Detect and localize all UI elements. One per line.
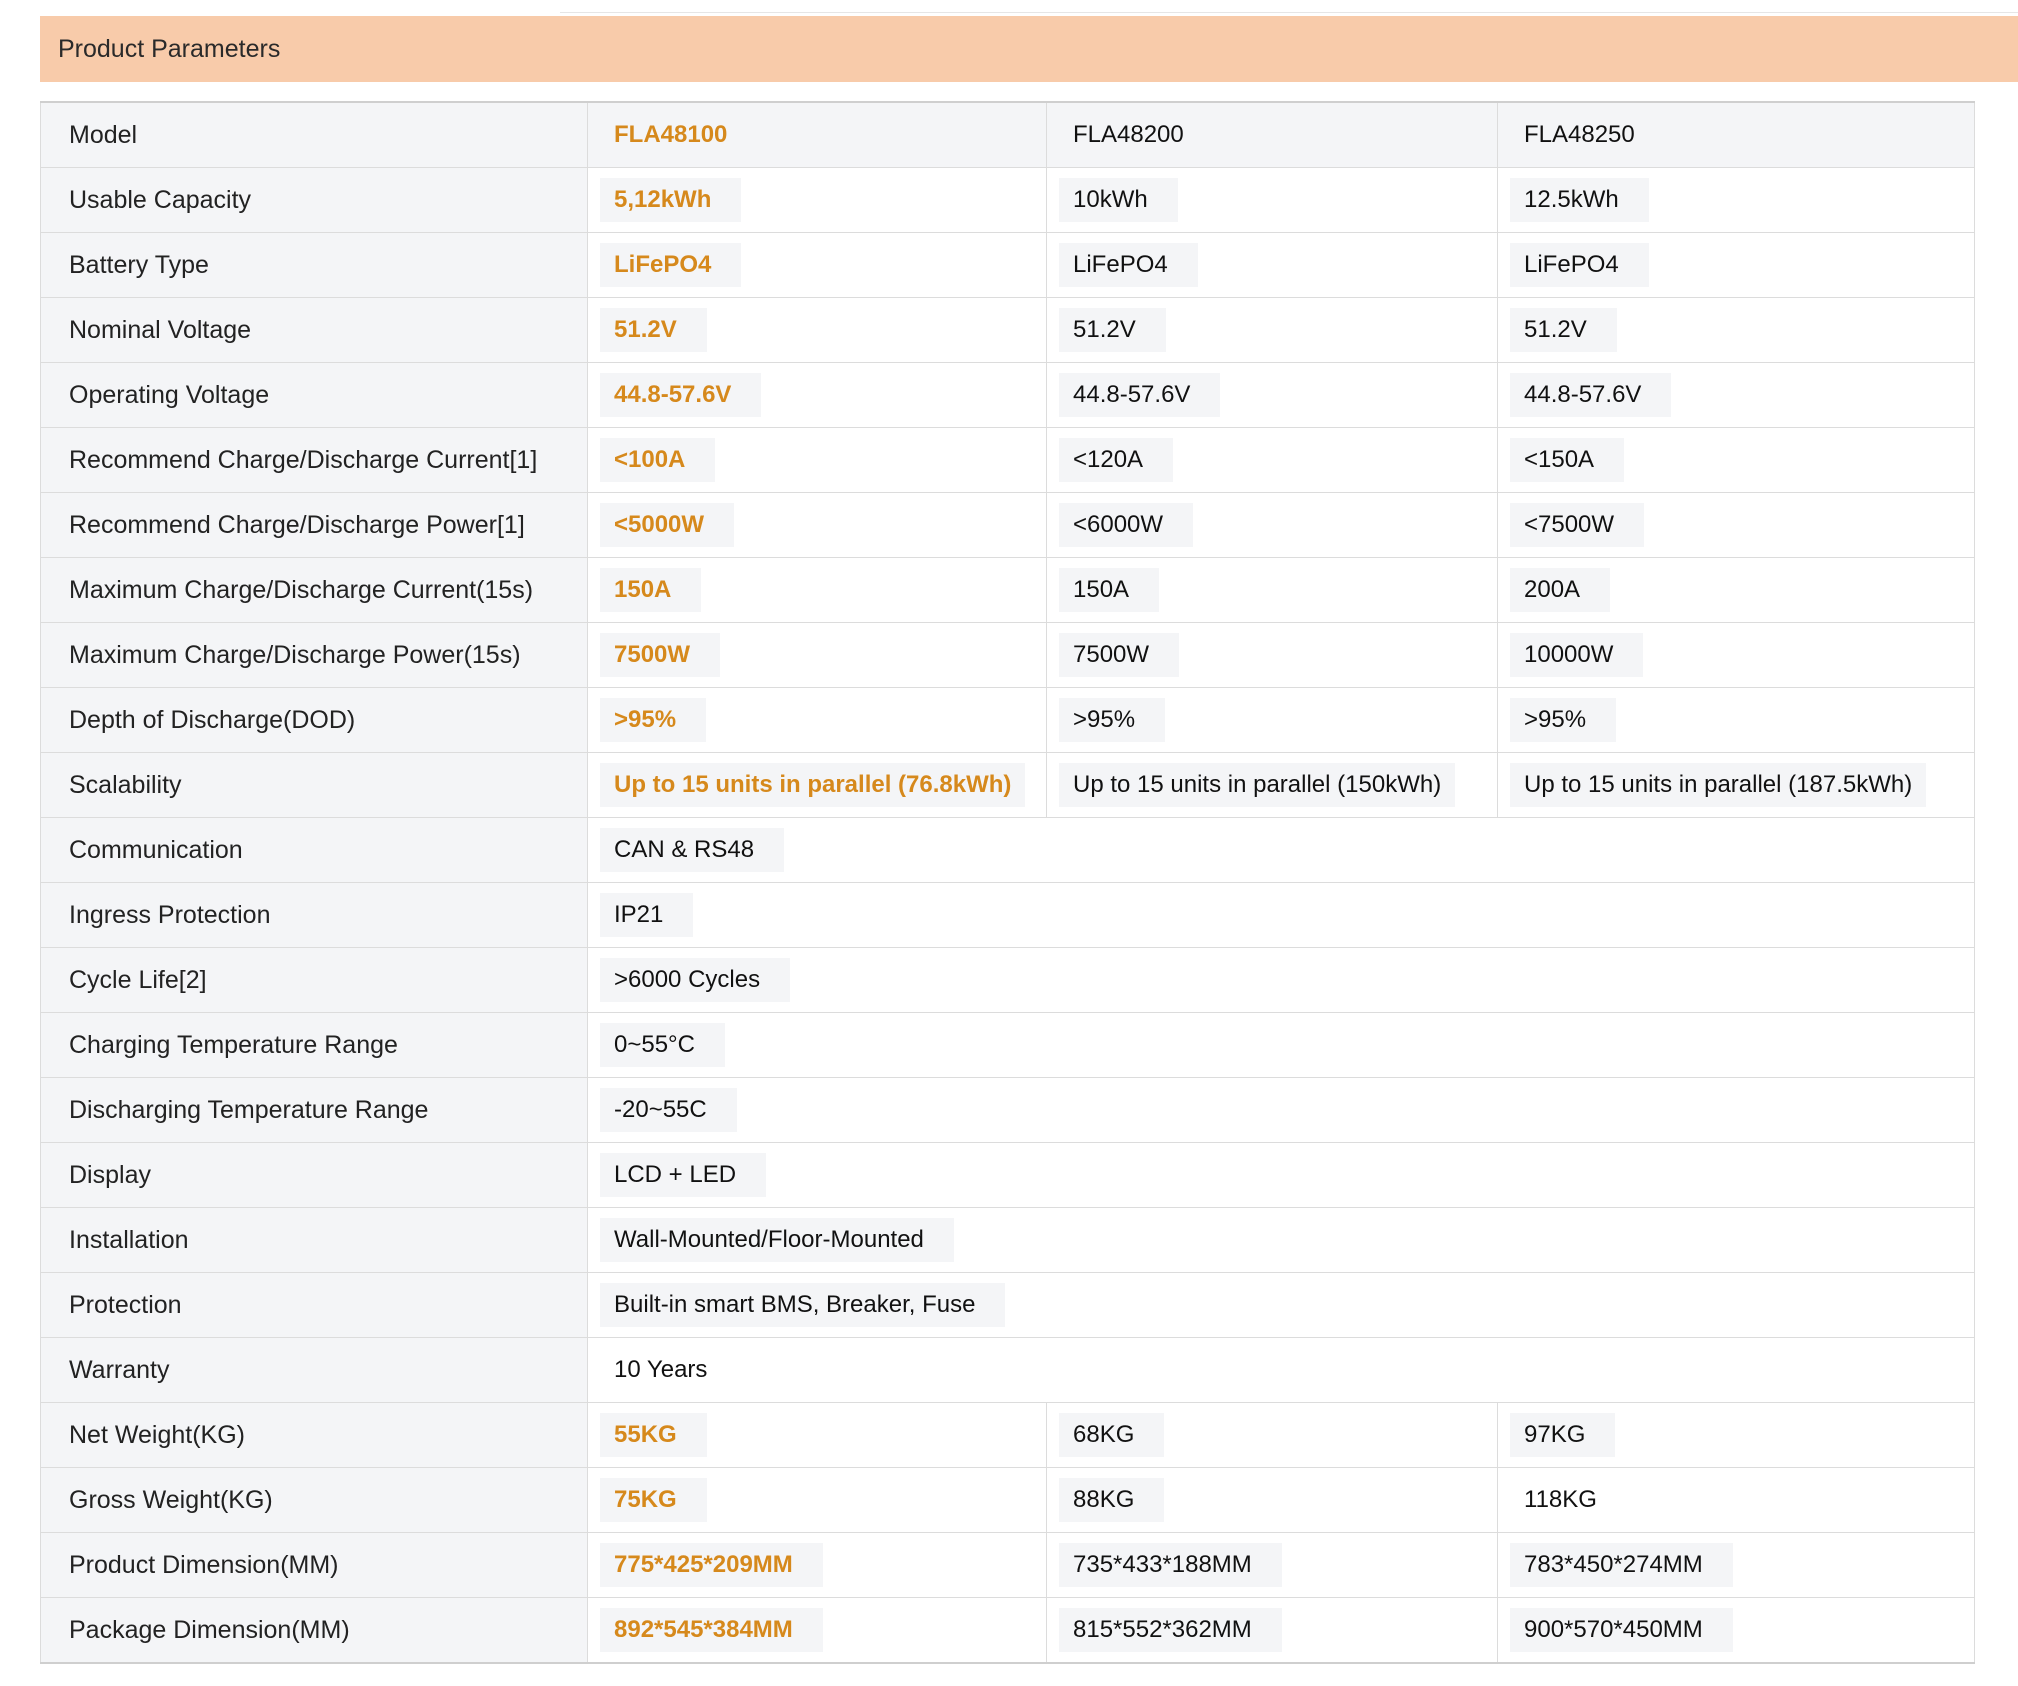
value-cell [1047,1468,1498,1533]
table-row [41,1273,1975,1338]
cell-value: 51.2V [1059,308,1166,352]
value-cell [588,558,1047,623]
cell-value: FLA48200 [1073,121,1184,148]
value-cell [588,1533,1047,1598]
table-row [41,1533,1975,1598]
value-cell [588,688,1047,753]
cell-value: 150A [1059,568,1159,612]
value-cell [1498,753,1975,818]
row-label: Charging Temperature Range [41,1013,588,1078]
cell-value: 75KG [600,1478,707,1522]
cell-value: 51.2V [1510,308,1617,352]
cell-value: 10 Years [614,1356,708,1383]
cell-value: <100A [600,438,715,482]
cell-value: >95% [1059,698,1165,742]
cell-value: <150A [1510,438,1624,482]
value-cell [1047,753,1498,818]
cell-value: 783*450*274MM [1510,1543,1733,1587]
value-cell [1498,493,1975,558]
shared-value-cell [588,818,1975,883]
value-cell [588,1403,1047,1468]
row-label: Net Weight(KG) [41,1403,588,1468]
cell-value: 900*570*450MM [1510,1608,1733,1652]
shared-value-cell [588,1338,1975,1403]
value-cell [1498,623,1975,688]
value-cell [1498,1598,1975,1664]
row-label: Package Dimension(MM) [41,1598,588,1664]
table-row [41,298,1975,363]
value-cell [1498,1403,1975,1468]
cell-value: 44.8-57.6V [1059,373,1220,417]
cell-value: 5,12kWh [600,178,741,222]
shared-value-cell [588,1143,1975,1208]
table-row [41,1403,1975,1468]
cell-value: >6000 Cycles [600,958,790,1002]
product-parameters-table [40,101,1975,1664]
value-cell [1047,298,1498,363]
row-label: Communication [41,818,588,883]
cell-value: FLA48100 [614,121,728,148]
row-label: Recommend Charge/Discharge Current[1] [41,428,588,493]
shared-value-cell [588,1273,1975,1338]
cell-value: 88KG [1059,1478,1164,1522]
value-cell [1498,298,1975,363]
cell-value: IP21 [600,893,693,937]
cell-value: 55KG [600,1413,707,1457]
value-cell [588,428,1047,493]
row-label: Scalability [41,753,588,818]
cell-value: 97KG [1510,1413,1615,1457]
cell-value: 815*552*362MM [1059,1608,1282,1652]
cell-value: 150A [600,568,701,612]
value-cell [1047,1598,1498,1664]
table-row [41,1338,1975,1403]
row-label: Maximum Charge/Discharge Power(15s) [41,623,588,688]
table-row [41,363,1975,428]
value-cell [1498,558,1975,623]
table-row [41,1143,1975,1208]
value-cell [588,1468,1047,1533]
cell-value: >95% [1510,698,1616,742]
cell-value: Built-in smart BMS, Breaker, Fuse [600,1283,1005,1327]
row-label: Cycle Life[2] [41,948,588,1013]
table-row [41,1013,1975,1078]
table-row [41,493,1975,558]
cell-value: >95% [600,698,706,742]
value-cell [1498,168,1975,233]
cell-value: <120A [1059,438,1173,482]
row-label: Display [41,1143,588,1208]
value-cell [588,168,1047,233]
table-row [41,1468,1975,1533]
cell-value: 10000W [1510,633,1643,677]
section-title: Product Parameters [58,34,281,63]
value-cell [1047,1533,1498,1598]
value-cell [588,363,1047,428]
value-cell [588,623,1047,688]
cell-value: Up to 15 units in parallel (76.8kWh) [600,763,1025,807]
table-row [41,558,1975,623]
cell-value: Up to 15 units in parallel (187.5kWh) [1510,763,1926,807]
shared-value-cell [588,1208,1975,1273]
value-cell [1047,363,1498,428]
value-cell [1047,493,1498,558]
cell-value: FLA48250 [1524,121,1635,148]
value-cell [1498,688,1975,753]
cell-value: Wall-Mounted/Floor-Mounted [600,1218,954,1262]
row-label: Maximum Charge/Discharge Current(15s) [41,558,588,623]
value-cell-fla48100 [588,102,1047,168]
cell-value: 118KG [1524,1486,1597,1513]
cell-value: 44.8-57.6V [600,373,761,417]
row-label: Warranty [41,1338,588,1403]
table-row [41,233,1975,298]
cell-value: 10kWh [1059,178,1178,222]
value-cell-fla48250 [1498,102,1975,168]
row-label: Protection [41,1273,588,1338]
cell-value: LCD + LED [600,1153,766,1197]
cell-value: 68KG [1059,1413,1164,1457]
row-label: Model [41,102,588,168]
row-label: Recommend Charge/Discharge Power[1] [41,493,588,558]
row-label: Product Dimension(MM) [41,1533,588,1598]
table-row [41,818,1975,883]
value-cell [588,298,1047,363]
cell-value: 200A [1510,568,1610,612]
value-cell [1498,233,1975,298]
row-label: Battery Type [41,233,588,298]
value-cell [588,753,1047,818]
cell-value: <6000W [1059,503,1193,547]
table-row [41,168,1975,233]
table-row [41,688,1975,753]
cell-value: LiFePO4 [600,243,741,287]
top-divider [560,12,2018,13]
value-cell [1498,428,1975,493]
table-row-model [41,102,1975,168]
shared-value-cell [588,1013,1975,1078]
value-cell [1047,1403,1498,1468]
cell-value: <7500W [1510,503,1644,547]
cell-value: 12.5kWh [1510,178,1649,222]
section-header [40,16,2018,82]
row-label: Installation [41,1208,588,1273]
cell-value: LiFePO4 [1510,243,1649,287]
cell-value: 7500W [1059,633,1179,677]
table-row [41,1598,1975,1664]
value-cell [1047,233,1498,298]
row-label: Depth of Discharge(DOD) [41,688,588,753]
value-cell [1047,558,1498,623]
row-label: Ingress Protection [41,883,588,948]
value-cell [1498,1533,1975,1598]
cell-value: 735*433*188MM [1059,1543,1282,1587]
value-cell [1047,428,1498,493]
cell-value: LiFePO4 [1059,243,1198,287]
cell-value: Up to 15 units in parallel (150kWh) [1059,763,1455,807]
cell-value: CAN & RS48 [600,828,784,872]
value-cell [588,233,1047,298]
cell-value: 0~55°C [600,1023,725,1067]
cell-value: -20~55C [600,1088,737,1132]
table-row [41,948,1975,1013]
table-row [41,1208,1975,1273]
cell-value: <5000W [600,503,734,547]
value-cell [1498,363,1975,428]
cell-value: 44.8-57.6V [1510,373,1671,417]
value-cell [1047,623,1498,688]
row-label: Gross Weight(KG) [41,1468,588,1533]
cell-value: 7500W [600,633,720,677]
table-row [41,883,1975,948]
table-row [41,1078,1975,1143]
row-label: Nominal Voltage [41,298,588,363]
shared-value-cell [588,1078,1975,1143]
value-cell [1047,168,1498,233]
table-row [41,753,1975,818]
cell-value: 51.2V [600,308,707,352]
row-label: Usable Capacity [41,168,588,233]
table-row [41,428,1975,493]
value-cell-fla48200 [1047,102,1498,168]
value-cell [1047,688,1498,753]
value-cell [588,1598,1047,1664]
row-label: Discharging Temperature Range [41,1078,588,1143]
shared-value-cell [588,883,1975,948]
table-row [41,623,1975,688]
cell-value: 775*425*209MM [600,1543,823,1587]
row-label: Operating Voltage [41,363,588,428]
value-cell [1498,1468,1975,1533]
value-cell [588,493,1047,558]
cell-value: 892*545*384MM [600,1608,823,1652]
shared-value-cell [588,948,1975,1013]
